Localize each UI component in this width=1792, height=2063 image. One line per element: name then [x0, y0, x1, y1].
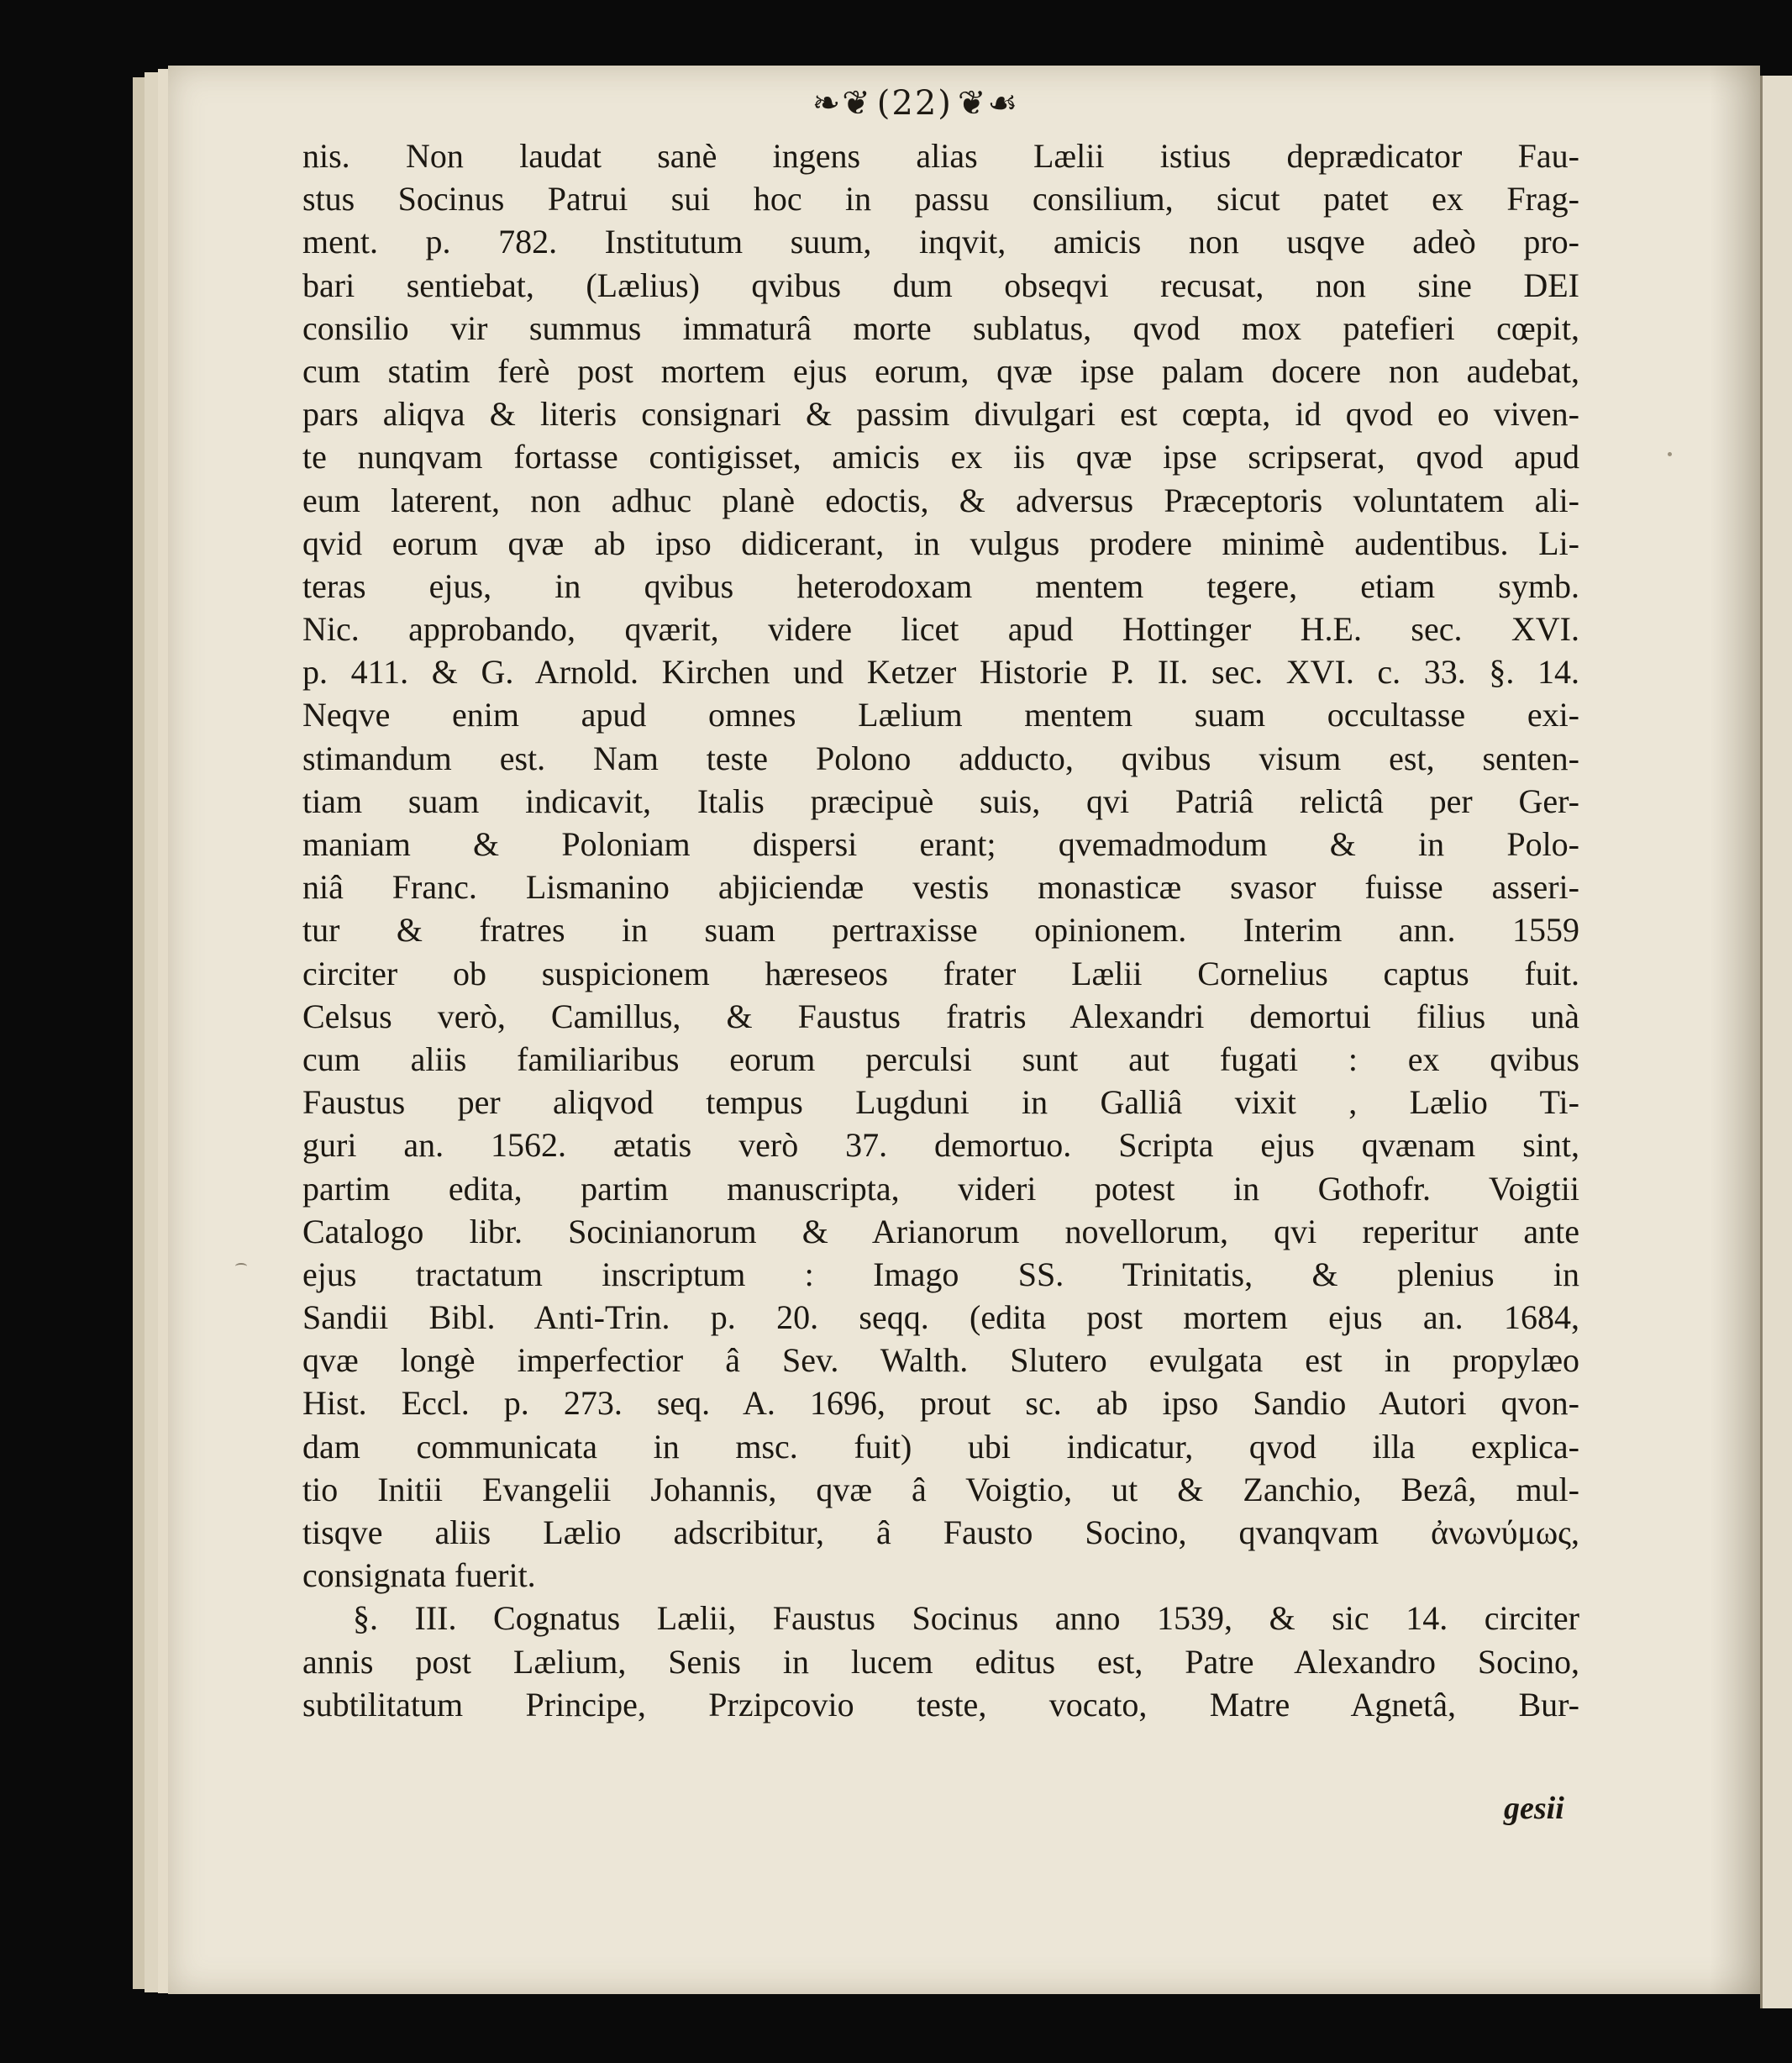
text-line: qvid eorum qvæ ab ipso didicerant, in vulgus prodere minimè audentibus. Li-: [302, 524, 1579, 562]
text-line: bari sentiebat, (Lælius) qvibus dum obseqvi recusat, non sine DEI: [302, 266, 1579, 304]
body-text: [302, 134, 1579, 1726]
text-line: guri an. 1562. ætatis verò 37. demortuo. Scripta ejus qvænam sint,: [302, 1126, 1579, 1165]
paper-mark: [235, 1263, 247, 1270]
text-line: ejus tractatum inscriptum : Imago SS. Trinitatis, & plenius in: [302, 1255, 1579, 1293]
text-line: eum laterent, non adhuc planè edoctis, & adversus Præceptoris voluntatem ali-: [302, 481, 1579, 519]
text-line: consignata fuerit.: [302, 1556, 536, 1595]
paper-speck: [1668, 452, 1672, 456]
text-line: qvæ longè imperfectior â Sev. Walth. Slutero evulgata est in propylæo: [302, 1341, 1579, 1380]
text-line: annis post Lælium, Senis in lucem editus est, Patre Alexandro Socino,: [302, 1642, 1579, 1681]
text-line: Nic. approbando, qværit, videre licet apud Hottinger H.E. sec. XVI.: [302, 610, 1579, 649]
left-ornament-icon: ❧❦: [812, 84, 872, 123]
page-number: (22): [876, 84, 953, 123]
text-line: circiter ob suspicionem hæreseos frater Lælii Cornelius captus fuit.: [302, 954, 1579, 992]
text-line: Hist. Eccl. p. 273. seq. A. 1696, prout sc. ab ipso Sandio Autori qvon-: [302, 1384, 1579, 1423]
text-line: Catalogo libr. Socinianorum & Arianorum novellorum, qvi reperitur ante: [302, 1212, 1579, 1250]
text-line: p. 411. & G. Arnold. Kirchen und Ketzer Historie P. II. sec. XVI. c. 33. §. 14.: [302, 653, 1579, 692]
text-line: cum aliis familiaribus eorum perculsi sunt aut fugati : ex qvibus: [302, 1039, 1579, 1078]
text-line: Faustus per aliqvod tempus Lugduni in Galliâ vixit , Lælio Ti-: [302, 1083, 1579, 1122]
text-line: consilio vir summus immaturâ morte sublatus, qvod mox patefieri cœpit,: [302, 308, 1579, 347]
text-line: te nunqvam fortasse contigisset, amicis ex iis qvæ ipse scripserat, qvod apud: [302, 438, 1579, 476]
text-line: tur & fratres in suam pertraxisse opinionem. Interim ann. 1559: [302, 911, 1579, 950]
text-line: tio Initii Evangelii Johannis, qvæ â Voigtio, ut & Zanchio, Bezâ, mul-: [302, 1470, 1579, 1508]
text-line: stimandum est. Nam teste Polono adducto, qvibus visum est, senten-: [302, 739, 1579, 777]
catchword: gesii: [1504, 1791, 1564, 1826]
text-line: maniam & Poloniam dispersi erant; qvemadmodum & in Polo-: [302, 825, 1579, 863]
text-line: nis. Non laudat sanè ingens alias Lælii istius deprædicator Fau-: [302, 137, 1579, 175]
right-ornament-icon: ❦☙: [957, 84, 1020, 123]
facing-page-edge: [1760, 76, 1792, 2008]
text-line: Sandii Bibl. Anti-Trin. p. 20. seqq. (edita post mortem ejus an. 1684,: [302, 1298, 1579, 1337]
text-line: teras ejus, in qvibus heterodoxam mentem tegere, etiam symb.: [302, 566, 1579, 605]
text-line: ment. p. 782. Institutum suum, inqvit, amicis non usqve adeò pro-: [302, 223, 1579, 261]
text-line: Neqve enim apud omnes Lælium mentem suam occultasse exi-: [302, 696, 1579, 734]
text-line: subtilitatum Principe, Przipcovio teste, vocato, Matre Agnetâ, Bur-: [302, 1685, 1579, 1724]
text-line: niâ Franc. Lismanino abjiciendæ vestis monasticæ svasor fuisse asseri-: [302, 868, 1579, 907]
text-line: dam communicata in msc. fuit) ubi indicatur, qvod illa explica-: [302, 1427, 1579, 1466]
text-line: pars aliqva & literis consignari & passim divulgari est cœpta, id qvod eo viven-: [302, 395, 1579, 434]
text-line: stus Socinus Patrui sui hoc in passu consilium, sicut patet ex Frag-: [302, 180, 1579, 218]
text-line: partim edita, partim manuscripta, videri potest in Gothofr. Voigtii: [302, 1169, 1579, 1208]
section-start-line: §. III. Cognatus Lælii, Faustus Socinus anno 1539, & sic 14. circiter: [353, 1599, 1579, 1638]
text-line: tiam suam indicavit, Italis præcipuè suis, qvi Patriâ relictâ per Ger-: [302, 782, 1579, 820]
text-line: Celsus verò, Camillus, & Faustus fratris Alexandri demortui filius unà: [302, 997, 1579, 1035]
text-line: cum statim ferè post mortem ejus eorum, qvæ ipse palam docere non audebat,: [302, 351, 1579, 390]
text-line: tisqve aliis Lælio adscribitur, â Fausto Socino, qvanqvam ἀνωνύμως,: [302, 1513, 1579, 1551]
